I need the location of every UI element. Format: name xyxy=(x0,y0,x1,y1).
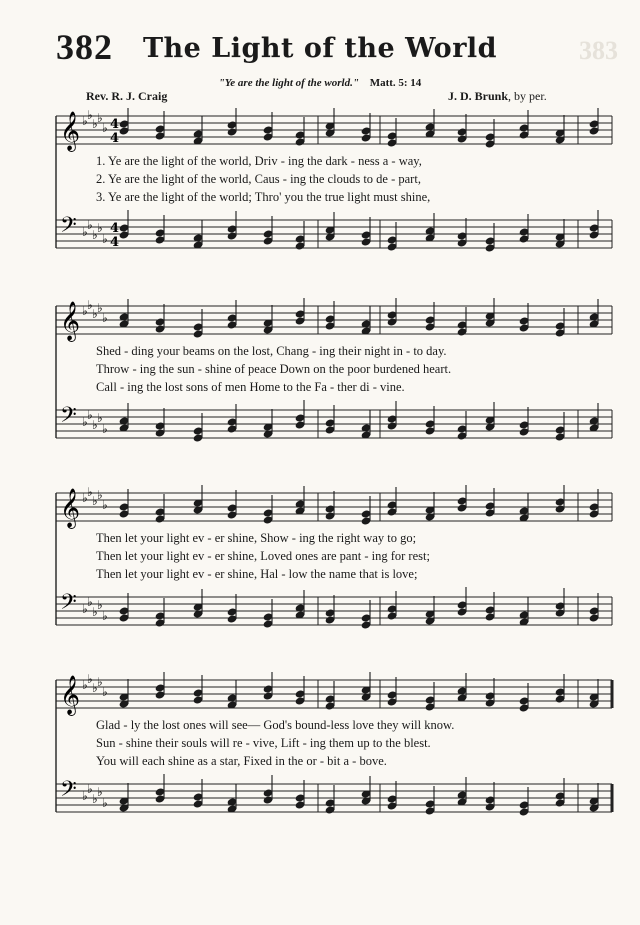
flat-icon: ♭ xyxy=(102,422,108,436)
flat-icon: ♭ xyxy=(82,304,88,318)
flat-icon: ♭ xyxy=(97,111,103,125)
composer-suffix: , by per. xyxy=(508,89,547,103)
flat-icon: ♭ xyxy=(92,228,98,242)
flat-icon: ♭ xyxy=(82,491,88,505)
hymn-title: The Light of the World xyxy=(142,33,498,64)
lyric-line: You will each shine as a star, Fixed in the or - bit a - bove. xyxy=(96,754,387,768)
flat-icon: ♭ xyxy=(92,681,98,695)
lyric-line: Shed - ding your beams on the lost, Chang - ing their night in - to day. xyxy=(96,344,447,358)
scripture-line xyxy=(0,77,640,89)
lyric-line: Glad - ly the lost ones will see— God's bound-less love they will know. xyxy=(96,718,455,732)
flat-icon: ♭ xyxy=(87,408,93,422)
bass-staff xyxy=(56,587,612,630)
flat-icon: ♭ xyxy=(87,108,93,122)
bass-clef-icon: 𝄢 xyxy=(60,777,77,807)
bleed-through-number: 383 xyxy=(579,36,618,65)
flat-icon: ♭ xyxy=(97,221,103,235)
flat-icon: ♭ xyxy=(82,678,88,692)
lyric-line: 2. Ye are the light of the world, Caus - ing the clouds to de - part, xyxy=(96,172,421,186)
scripture-reference: Matt. 5: 14 xyxy=(369,77,422,89)
composer-credit xyxy=(448,89,547,104)
treble-clef-icon: 𝄞 xyxy=(60,111,81,151)
flat-icon: ♭ xyxy=(102,232,108,246)
treble-clef-icon: 𝄞 xyxy=(60,675,81,715)
flat-icon: ♭ xyxy=(82,415,88,429)
treble-staff xyxy=(56,298,612,342)
svg-text:4: 4 xyxy=(110,235,120,250)
flat-icon: ♭ xyxy=(92,494,98,508)
lyric-line: 1. Ye are the light of the world, Driv - ing the dark - ness a - way, xyxy=(96,154,422,168)
flat-icon: ♭ xyxy=(87,672,93,686)
flat-icon: ♭ xyxy=(97,301,103,315)
flat-icon: ♭ xyxy=(92,117,98,131)
scripture-quote: "Ye are the light of the world." xyxy=(218,77,359,89)
lyric-line: Throw - ing the sun - shine of peace Down on the poor burdened heart. xyxy=(96,362,452,376)
bass-clef-icon: 𝄢 xyxy=(60,213,77,243)
flat-icon: ♭ xyxy=(82,114,88,128)
flat-icon: ♭ xyxy=(97,488,103,502)
flat-icon: ♭ xyxy=(102,796,108,810)
hymn-number: 382 xyxy=(56,27,113,67)
treble-staff xyxy=(56,672,612,716)
flat-icon: ♭ xyxy=(102,121,108,135)
treble-clef-icon: 𝄞 xyxy=(60,301,81,341)
flat-icon: ♭ xyxy=(92,792,98,806)
lyric-line: Then let your light ev - er shine, Show - ing the right way to go; xyxy=(96,531,417,545)
flat-icon: ♭ xyxy=(97,411,103,425)
flat-icon: ♭ xyxy=(102,498,108,512)
lyric-line: Then let your light ev - er shine, Loved ones are pant - ing for rest; xyxy=(96,549,430,563)
lyric-line: Call - ing the lost sons of men Home to the Fa - ther di - vine. xyxy=(96,380,405,394)
bass-clef-icon: 𝄢 xyxy=(60,590,77,620)
svg-text:4: 4 xyxy=(110,221,120,236)
flat-icon: ♭ xyxy=(87,298,93,312)
flat-icon: ♭ xyxy=(87,595,93,609)
flat-icon: ♭ xyxy=(82,789,88,803)
flat-icon: ♭ xyxy=(92,307,98,321)
flat-icon: ♭ xyxy=(97,785,103,799)
treble-clef-icon: 𝄞 xyxy=(60,488,81,528)
flat-icon: ♭ xyxy=(87,485,93,499)
lyric-line: 3. Ye are the light of the world; Thro' you the true light must shine, xyxy=(96,190,431,204)
flat-icon: ♭ xyxy=(87,218,93,232)
svg-text:4: 4 xyxy=(110,117,120,132)
flat-icon: ♭ xyxy=(102,609,108,623)
flat-icon: ♭ xyxy=(92,418,98,432)
treble-staff xyxy=(56,108,612,152)
lyric-line: Then let your light ev - er shine, Hal - low the name that is love; xyxy=(96,567,418,581)
bass-staff xyxy=(56,400,612,443)
lyricist-credit: Rev. R. J. Craig xyxy=(86,89,168,103)
flat-icon: ♭ xyxy=(97,675,103,689)
bass-staff xyxy=(56,210,612,253)
flat-icon: ♭ xyxy=(97,598,103,612)
flat-icon: ♭ xyxy=(82,225,88,239)
svg-text:4: 4 xyxy=(110,131,120,146)
bass-staff xyxy=(56,774,612,817)
treble-staff xyxy=(56,485,612,529)
flat-icon: ♭ xyxy=(102,685,108,699)
flat-icon: ♭ xyxy=(82,602,88,616)
flat-icon: ♭ xyxy=(87,782,93,796)
composer-name: J. D. Brunk xyxy=(448,89,509,103)
bass-clef-icon: 𝄢 xyxy=(60,403,77,433)
flat-icon: ♭ xyxy=(102,311,108,325)
flat-icon: ♭ xyxy=(92,605,98,619)
lyric-line: Sun - shine their souls will re - vive, Lift - ing them up to the blest. xyxy=(96,736,431,750)
